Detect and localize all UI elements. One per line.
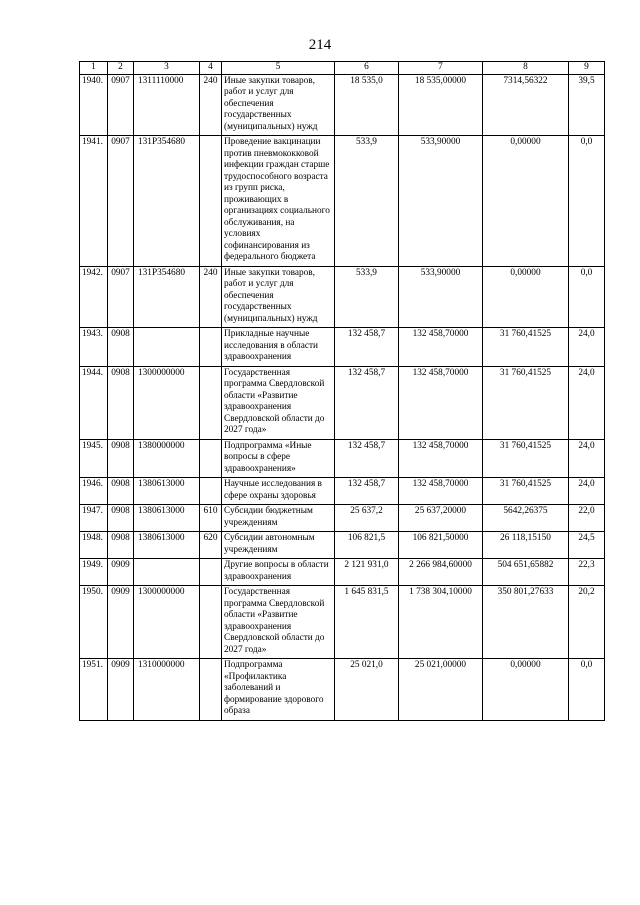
approved-amount: 533,9 xyxy=(335,136,399,267)
revised-amount: 533,90000 xyxy=(399,136,483,267)
executed-amount: 31 760,41525 xyxy=(483,328,569,367)
target-article-code: 131P354680 xyxy=(134,136,200,267)
execution-percent: 20,2 xyxy=(569,586,605,659)
item-name: Подпрограмма «Профилактика заболеваний и формирование здорового образа xyxy=(222,659,335,721)
executed-amount: 31 760,41525 xyxy=(483,366,569,439)
target-article-code xyxy=(134,328,200,367)
page-number: 214 xyxy=(308,37,332,53)
executed-amount: 0,00000 xyxy=(483,659,569,721)
execution-percent: 24,0 xyxy=(569,328,605,367)
row-number: 1951. xyxy=(80,659,108,721)
expense-type-code: 240 xyxy=(200,266,222,328)
row-number: 1940. xyxy=(80,74,108,136)
expense-type-code xyxy=(200,328,222,367)
item-name: Научные исследования в сфере охраны здоровья xyxy=(222,478,335,505)
approved-amount: 132 458,7 xyxy=(335,328,399,367)
expense-type-code xyxy=(200,559,222,586)
revised-amount: 2 266 984,60000 xyxy=(399,559,483,586)
execution-percent: 0,0 xyxy=(569,659,605,721)
column-header: 8 xyxy=(483,62,569,75)
target-article-code: 131P354680 xyxy=(134,266,200,328)
row-number: 1944. xyxy=(80,366,108,439)
execution-percent: 24,5 xyxy=(569,532,605,559)
revised-amount: 25 021,00000 xyxy=(399,659,483,721)
column-header: 1 xyxy=(80,62,108,75)
expense-type-code xyxy=(200,439,222,478)
table-header-row xyxy=(80,62,605,75)
target-article-code: 1380613000 xyxy=(134,505,200,532)
target-article-code: 1380000000 xyxy=(134,439,200,478)
execution-percent: 24,0 xyxy=(569,366,605,439)
section-code: 0908 xyxy=(108,505,134,532)
executed-amount: 26 118,15150 xyxy=(483,532,569,559)
expense-type-code xyxy=(200,586,222,659)
expense-type-code: 610 xyxy=(200,505,222,532)
revised-amount: 1 738 304,10000 xyxy=(399,586,483,659)
table-row xyxy=(80,439,605,478)
revised-amount: 132 458,70000 xyxy=(399,439,483,478)
expense-type-code xyxy=(200,136,222,267)
item-name: Подпрограмма «Иные вопросы в сфере здравоохранения» xyxy=(222,439,335,478)
approved-amount: 25 021,0 xyxy=(335,659,399,721)
execution-percent: 24,0 xyxy=(569,478,605,505)
table-row xyxy=(80,505,605,532)
item-name: Государственная программа Свердловской области «Развитие здравоохранения Свердловской области до 2027 года» xyxy=(222,586,335,659)
table-row xyxy=(80,366,605,439)
execution-percent: 0,0 xyxy=(569,266,605,328)
row-number: 1949. xyxy=(80,559,108,586)
item-name: Государственная программа Свердловской области «Развитие здравоохранения Свердловской области до 2027 года» xyxy=(222,366,335,439)
revised-amount: 132 458,70000 xyxy=(399,366,483,439)
execution-percent: 39,5 xyxy=(569,74,605,136)
approved-amount: 2 121 931,0 xyxy=(335,559,399,586)
target-article-code: 1300000000 xyxy=(134,366,200,439)
section-code: 0909 xyxy=(108,586,134,659)
target-article-code: 1380613000 xyxy=(134,532,200,559)
item-name: Прикладные научные исследования в области здравоохранения xyxy=(222,328,335,367)
section-code: 0908 xyxy=(108,439,134,478)
target-article-code: 1310000000 xyxy=(134,659,200,721)
section-code: 0907 xyxy=(108,136,134,267)
executed-amount: 31 760,41525 xyxy=(483,478,569,505)
approved-amount: 132 458,7 xyxy=(335,439,399,478)
revised-amount: 132 458,70000 xyxy=(399,328,483,367)
column-header: 3 xyxy=(134,62,200,75)
revised-amount: 25 637,20000 xyxy=(399,505,483,532)
approved-amount: 1 645 831,5 xyxy=(335,586,399,659)
section-code: 0909 xyxy=(108,559,134,586)
table-row xyxy=(80,532,605,559)
item-name: Субсидии бюджетным учреждениям xyxy=(222,505,335,532)
execution-percent: 22,3 xyxy=(569,559,605,586)
section-code: 0908 xyxy=(108,366,134,439)
column-header: 7 xyxy=(399,62,483,75)
expense-type-code xyxy=(200,659,222,721)
execution-percent: 22,0 xyxy=(569,505,605,532)
revised-amount: 106 821,50000 xyxy=(399,532,483,559)
section-code: 0908 xyxy=(108,478,134,505)
item-name: Проведение вакцинации против пневмококковой инфекции граждан старше трудоспособного возраста из групп риска, проживающих в организациях социального обслуживания, на условиях софинансирования из федерального бюджета xyxy=(222,136,335,267)
section-code: 0907 xyxy=(108,266,134,328)
row-number: 1945. xyxy=(80,439,108,478)
approved-amount: 106 821,5 xyxy=(335,532,399,559)
item-name: Иные закупки товаров, работ и услуг для обеспечения государственных (муниципальных) нужд xyxy=(222,266,335,328)
item-name: Субсидии автономным учреждениям xyxy=(222,532,335,559)
column-header: 6 xyxy=(335,62,399,75)
expense-type-code: 620 xyxy=(200,532,222,559)
row-number: 1946. xyxy=(80,478,108,505)
target-article-code: 1380613000 xyxy=(134,478,200,505)
table-row xyxy=(80,74,605,136)
target-article-code: 1300000000 xyxy=(134,586,200,659)
table-row xyxy=(80,478,605,505)
expense-type-code xyxy=(200,478,222,505)
budget-table xyxy=(79,61,605,721)
row-number: 1942. xyxy=(80,266,108,328)
row-number: 1943. xyxy=(80,328,108,367)
table-row xyxy=(80,559,605,586)
column-header: 4 xyxy=(200,62,222,75)
execution-percent: 24,0 xyxy=(569,439,605,478)
approved-amount: 25 637,2 xyxy=(335,505,399,532)
item-name: Другие вопросы в области здравоохранения xyxy=(222,559,335,586)
executed-amount: 31 760,41525 xyxy=(483,439,569,478)
approved-amount: 132 458,7 xyxy=(335,478,399,505)
revised-amount: 132 458,70000 xyxy=(399,478,483,505)
section-code: 0907 xyxy=(108,74,134,136)
section-code: 0909 xyxy=(108,659,134,721)
revised-amount: 18 535,00000 xyxy=(399,74,483,136)
row-number: 1948. xyxy=(80,532,108,559)
table-body xyxy=(80,74,605,720)
executed-amount: 504 651,65882 xyxy=(483,559,569,586)
column-header: 2 xyxy=(108,62,134,75)
row-number: 1947. xyxy=(80,505,108,532)
table-row xyxy=(80,136,605,267)
approved-amount: 533,9 xyxy=(335,266,399,328)
executed-amount: 350 801,27633 xyxy=(483,586,569,659)
table-row xyxy=(80,328,605,367)
section-code: 0908 xyxy=(108,328,134,367)
executed-amount: 0,00000 xyxy=(483,136,569,267)
item-name: Иные закупки товаров, работ и услуг для обеспечения государственных (муниципальных) нужд xyxy=(222,74,335,136)
executed-amount: 0,00000 xyxy=(483,266,569,328)
column-header: 5 xyxy=(222,62,335,75)
table-row xyxy=(80,659,605,721)
expense-type-code: 240 xyxy=(200,74,222,136)
table-row xyxy=(80,266,605,328)
row-number: 1950. xyxy=(80,586,108,659)
column-header: 9 xyxy=(569,62,605,75)
target-article-code xyxy=(134,559,200,586)
section-code: 0908 xyxy=(108,532,134,559)
executed-amount: 5642,26375 xyxy=(483,505,569,532)
row-number: 1941. xyxy=(80,136,108,267)
executed-amount: 7314,56322 xyxy=(483,74,569,136)
approved-amount: 132 458,7 xyxy=(335,366,399,439)
target-article-code: 1311110000 xyxy=(134,74,200,136)
execution-percent: 0,0 xyxy=(569,136,605,267)
expense-type-code xyxy=(200,366,222,439)
approved-amount: 18 535,0 xyxy=(335,74,399,136)
revised-amount: 533,90000 xyxy=(399,266,483,328)
table-row xyxy=(80,586,605,659)
